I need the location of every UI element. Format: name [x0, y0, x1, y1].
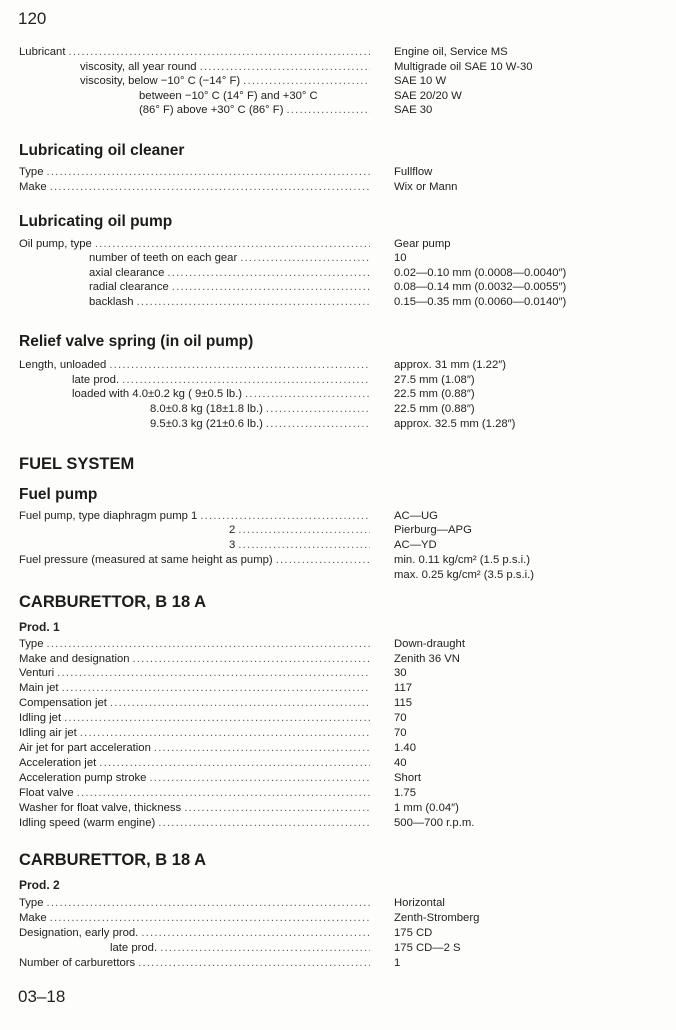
spec-label: Venturi: [19, 667, 57, 679]
spec-row: [0, 402, 676, 416]
spec-row: [0, 771, 676, 785]
spec-row: [0, 103, 676, 117]
spec-label: Designation, early prod.: [19, 927, 141, 939]
spec-value: 0.02—0.10 mm (0.0008—0.0040″): [394, 267, 567, 279]
spec-row: [0, 786, 676, 800]
footer-code: 03–18: [18, 987, 66, 1006]
spec-row: [0, 523, 676, 537]
prod-label: Prod. 1: [19, 620, 60, 634]
spec-value: 10: [394, 252, 407, 264]
spec-row: [0, 637, 676, 651]
spec-label: Type: [19, 897, 47, 909]
spec-value: Zenth-Stromberg: [394, 912, 480, 924]
spec-value: Down-draught: [394, 638, 465, 650]
spec-row: [0, 711, 676, 725]
spec-label: loaded with 4.0±0.2 kg ( 9±0.5 lb.): [72, 388, 245, 400]
spec-label: Washer for float valve, thickness: [19, 802, 184, 814]
spec-label: Make and designation: [19, 653, 133, 665]
spec-row: [0, 509, 676, 523]
spec-row: [0, 251, 676, 265]
spec-label: Lubricant: [19, 46, 68, 58]
spec-label: 3: [229, 539, 238, 551]
spec-label: 9.5±0.3 kg (21±0.6 lb.): [150, 418, 266, 430]
section-title: Lubricating oil pump: [19, 213, 173, 230]
spec-label: radial clearance: [89, 281, 172, 293]
spec-label: Fuel pump, type diaphragm pump 1: [19, 510, 200, 522]
spec-row: [0, 180, 676, 194]
spec-value: 0.15—0.35 mm (0.0060—0.0140″): [394, 296, 567, 308]
spec-value: 500—700 r.p.m.: [394, 817, 475, 829]
spec-value: 0.08—0.14 mm (0.0032—0.0055″): [394, 281, 567, 293]
spec-value: 27.5 mm (1.08″): [394, 374, 475, 386]
spec-value: 22.5 mm (0.88″): [394, 388, 475, 400]
spec-label: Type: [19, 166, 47, 178]
spec-row: [0, 911, 676, 925]
spec-row: [0, 60, 676, 74]
spec-row: [0, 756, 676, 770]
spec-label: Oil pump, type: [19, 238, 95, 250]
spec-value: 1 mm (0.04″): [394, 802, 459, 814]
spec-label: axial clearance: [89, 267, 167, 279]
spec-value: 40: [394, 757, 407, 769]
spec-value: approx. 31 mm (1.22″): [394, 359, 506, 371]
spec-row: [0, 941, 676, 955]
spec-value: 22.5 mm (0.88″): [394, 403, 475, 415]
spec-label: Acceleration jet: [19, 757, 99, 769]
spec-row: [0, 387, 676, 401]
spec-value: SAE 20/20 W: [394, 90, 462, 102]
spec-value: SAE 30: [394, 104, 433, 116]
section-title: Relief valve spring (in oil pump): [19, 333, 254, 350]
spec-label: Float valve: [19, 787, 77, 799]
spec-label: Idling speed (warm engine): [19, 817, 158, 829]
spec-row: [0, 45, 676, 59]
spec-row: [0, 295, 676, 309]
spec-row: [0, 165, 676, 179]
spec-label: Number of carburettors: [19, 957, 138, 969]
spec-row: [0, 896, 676, 910]
spec-row: [0, 681, 676, 695]
spec-row: [0, 74, 676, 88]
spec-row: [0, 417, 676, 431]
spec-row: [0, 237, 676, 251]
spec-label: Type: [19, 638, 47, 650]
spec-value: 1.40: [394, 742, 416, 754]
spec-label: Compensation jet: [19, 697, 110, 709]
spec-row: [0, 741, 676, 755]
spec-row: [0, 696, 676, 710]
spec-value: approx. 32.5 mm (1.28″): [394, 418, 516, 430]
spec-label: Make: [19, 912, 50, 924]
spec-value: AC—UG: [394, 510, 438, 522]
spec-value: 115: [394, 697, 413, 709]
spec-label: Idling air jet: [19, 727, 80, 739]
spec-value: Short: [394, 772, 422, 784]
spec-label: viscosity, all year round: [80, 61, 200, 73]
spec-value: Zenith 36 VN: [394, 653, 460, 665]
spec-value: 30: [394, 667, 407, 679]
spec-value: Wix or Mann: [394, 181, 458, 193]
spec-row: [0, 89, 676, 103]
page-number: 120: [18, 9, 47, 28]
prod-label: Prod. 2: [19, 878, 60, 892]
spec-label: Main jet: [19, 682, 62, 694]
spec-label: 8.0±0.8 kg (18±1.8 lb.): [150, 403, 266, 415]
spec-row: [0, 666, 676, 680]
spec-value: 1.75: [394, 787, 416, 799]
spec-value: Fullflow: [394, 166, 433, 178]
spec-value: Pierburg—APG: [394, 524, 472, 536]
spec-label: between −10° C (14° F) and +30° C: [139, 90, 321, 102]
section-subtitle: Fuel pump: [19, 486, 98, 503]
spec-value: min. 0.11 kg/cm² (1.5 p.s.i.): [394, 554, 531, 566]
spec-row: [0, 926, 676, 940]
spec-label: 2: [229, 524, 238, 536]
spec-label: late prod.: [110, 942, 160, 954]
spec-label: Idling jet: [19, 712, 64, 724]
spec-row: [0, 568, 676, 582]
spec-label: Fuel pressure (measured at same height as pump): [19, 554, 276, 566]
spec-value: Multigrade oil SAE 10 W-30: [394, 61, 533, 73]
spec-value: AC—YD: [394, 539, 437, 551]
spec-row: [0, 553, 676, 567]
spec-value: max. 0.25 kg/cm² (3.5 p.s.i.): [394, 569, 534, 581]
spec-value: 175 CD: [394, 927, 433, 939]
spec-value: 70: [394, 712, 407, 724]
spec-row: [0, 652, 676, 666]
spec-row: [0, 358, 676, 372]
spec-label: backlash: [89, 296, 137, 308]
spec-value: Gear pump: [394, 238, 451, 250]
spec-label: late prod.: [72, 374, 122, 386]
spec-value: 70: [394, 727, 407, 739]
spec-label: number of teeth on each gear: [89, 252, 240, 264]
spec-label: Acceleration pump stroke: [19, 772, 149, 784]
spec-row: [0, 816, 676, 830]
spec-row: [0, 801, 676, 815]
spec-value: 175 CD—2 S: [394, 942, 461, 954]
section-title: CARBURETTOR, B 18 A: [19, 593, 207, 611]
spec-row: [0, 726, 676, 740]
spec-value: SAE 10 W: [394, 75, 447, 87]
spec-row: [0, 956, 676, 970]
spec-row: [0, 280, 676, 294]
spec-value: Horizontal: [394, 897, 445, 909]
spec-label: Length, unloaded: [19, 359, 109, 371]
spec-row: [0, 373, 676, 387]
spec-label: Make: [19, 181, 50, 193]
section-title: FUEL SYSTEM: [19, 455, 135, 473]
section-title: CARBURETTOR, B 18 A: [19, 851, 207, 869]
spec-label: viscosity, below −10° C (−14° F): [80, 75, 243, 87]
spec-row: [0, 266, 676, 280]
spec-value: 117: [394, 682, 413, 694]
spec-value: Engine oil, Service MS: [394, 46, 508, 58]
spec-label: (86° F) above +30° C (86° F): [139, 104, 286, 116]
section-title: Lubricating oil cleaner: [19, 142, 185, 159]
spec-value: 1: [394, 957, 401, 969]
spec-row: [0, 538, 676, 552]
spec-label: Air jet for part acceleration: [19, 742, 154, 754]
